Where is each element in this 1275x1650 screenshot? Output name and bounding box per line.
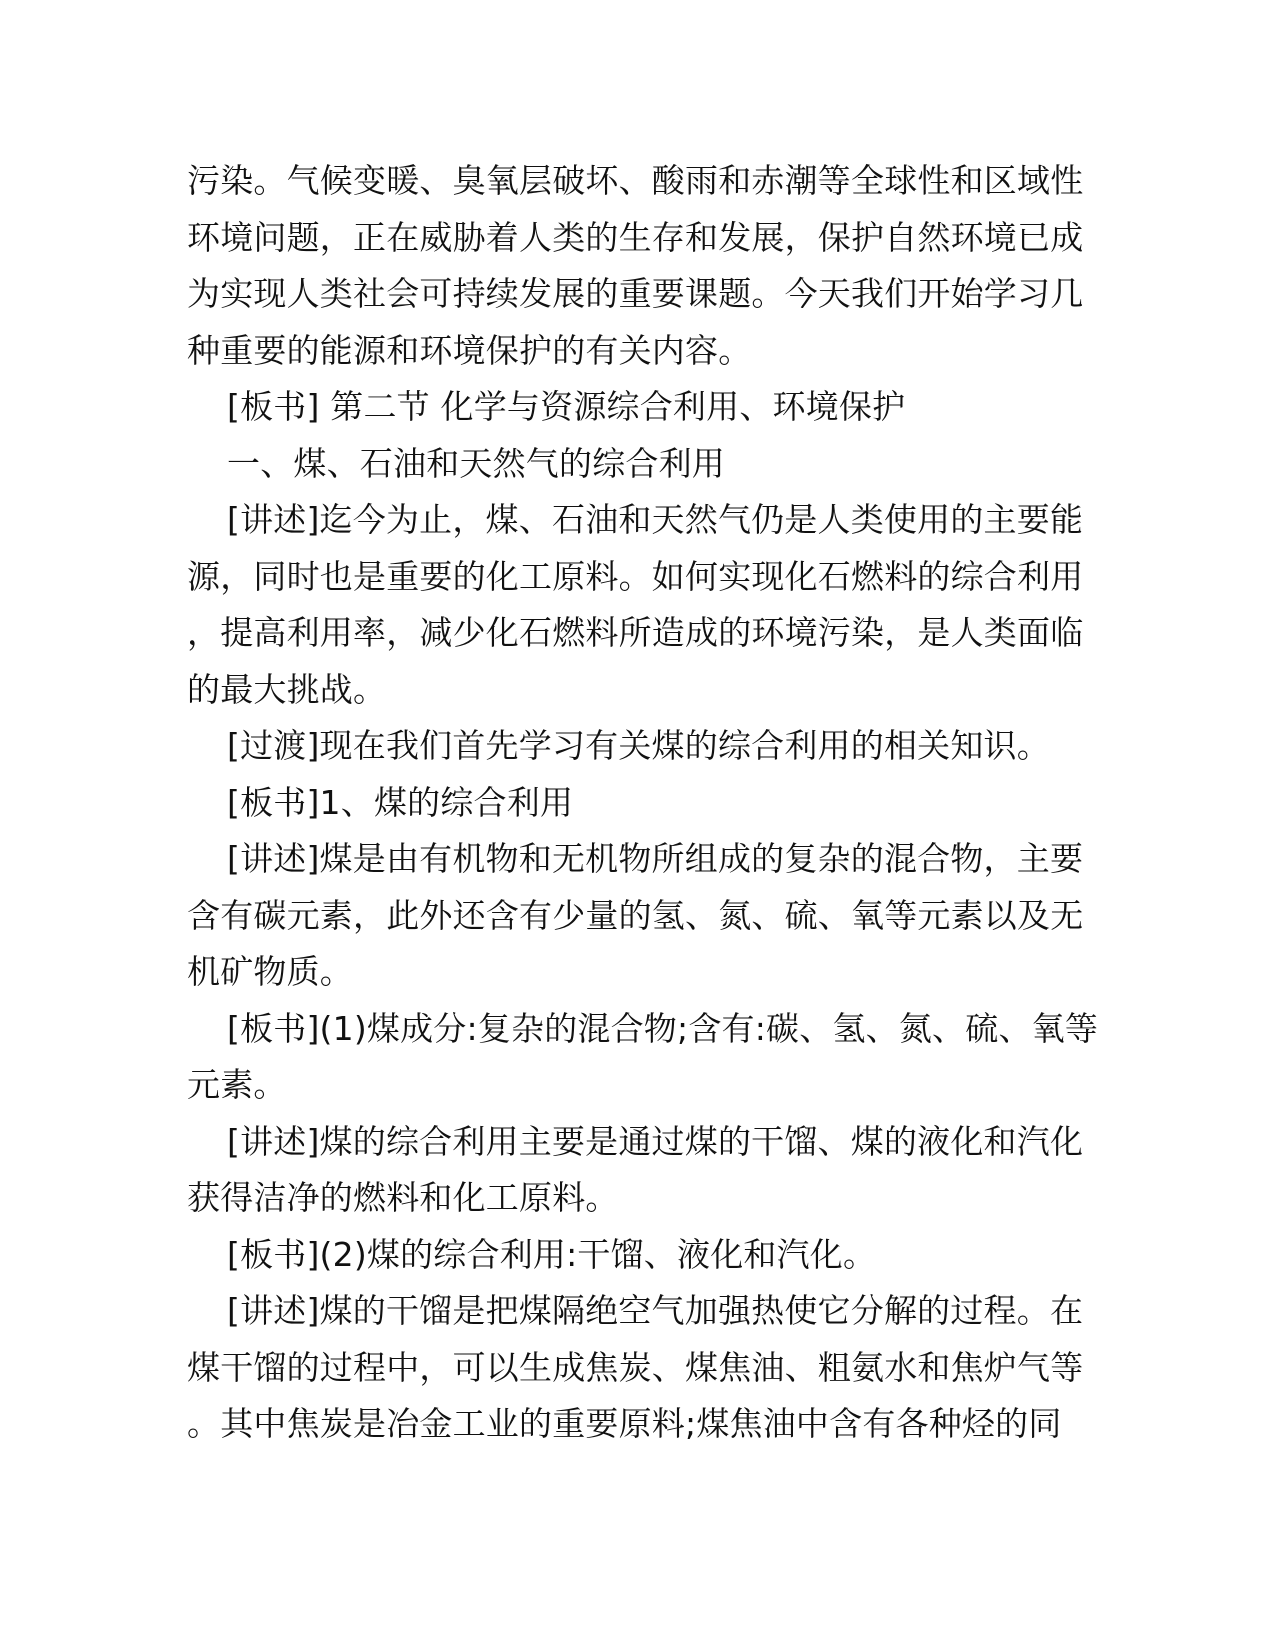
text-line-16: [板书](1)煤成分:复杂的混合物;含有:碳、氢、氮、硫、氧等: [227, 1008, 1099, 1048]
text-line-19: 获得洁净的燃料和化工原料。: [187, 1178, 619, 1217]
text-line-18: [讲述]煤的综合利用主要是通过煤的干馏、煤的液化和汽化: [227, 1121, 1084, 1161]
text-line-22: 煤干馏的过程中，可以生成焦炭、煤焦油、粗氨水和焦炉气等: [187, 1347, 1084, 1387]
subsection-heading-line: 一、煤、石油和天然气的综合利用: [227, 443, 725, 483]
text-line-14: 含有碳元素，此外还含有少量的氢、氮、硫、氧等元素以及无: [187, 895, 1084, 935]
text-line-3: 为实现人类社会可持续发展的重要课题。今天我们开始学习几: [187, 274, 1084, 313]
text-line-10: 的最大挑战。: [187, 669, 387, 709]
text-line-20: [板书](2)煤的综合利用:干馏、液化和汽化。: [227, 1234, 877, 1274]
text-line-13: [讲述]煤是由有机物和无机物所组成的复杂的混合物，主要: [227, 839, 1084, 878]
text-line-21: [讲述]煤的干馏是把煤隔绝空气加强热使它分解的过程。在: [227, 1291, 1084, 1330]
text-line-9: ，提高利用率，减少化石燃料所造成的环境污染，是人类面临: [187, 613, 1084, 652]
text-line-11: [过渡]现在我们首先学习有关煤的综合利用的相关知识。: [227, 726, 1050, 765]
text-line-17: 元素。: [187, 1065, 287, 1104]
text-line-7: [讲述]迄今为止，煤、石油和天然气仍是人类使用的主要能: [227, 500, 1084, 539]
text-line-15: 机矿物质。: [187, 952, 353, 991]
text-line-4: 种重要的能源和环境保护的有关内容。: [187, 330, 752, 370]
text-line-8: 源，同时也是重要的化工原料。如何实现化石燃料的综合利用: [187, 556, 1084, 596]
text-line-2: 环境问题，正在威胁着人类的生存和发展，保护自然环境已成: [187, 217, 1084, 257]
text-line-23: 。其中焦炭是冶金工业的重要原料;煤焦油中含有各种烃的同: [187, 1404, 1062, 1443]
text-line-12: [板书]1、煤的综合利用: [227, 782, 574, 822]
text-line-1: 污染。气候变暖、臭氧层破坏、酸雨和赤潮等全球性和区域性: [187, 161, 1084, 200]
document-body: [187, 153, 1099, 1453]
section-heading-line: [板书] 第二节 化学与资源综合利用、环境保护: [227, 387, 906, 426]
